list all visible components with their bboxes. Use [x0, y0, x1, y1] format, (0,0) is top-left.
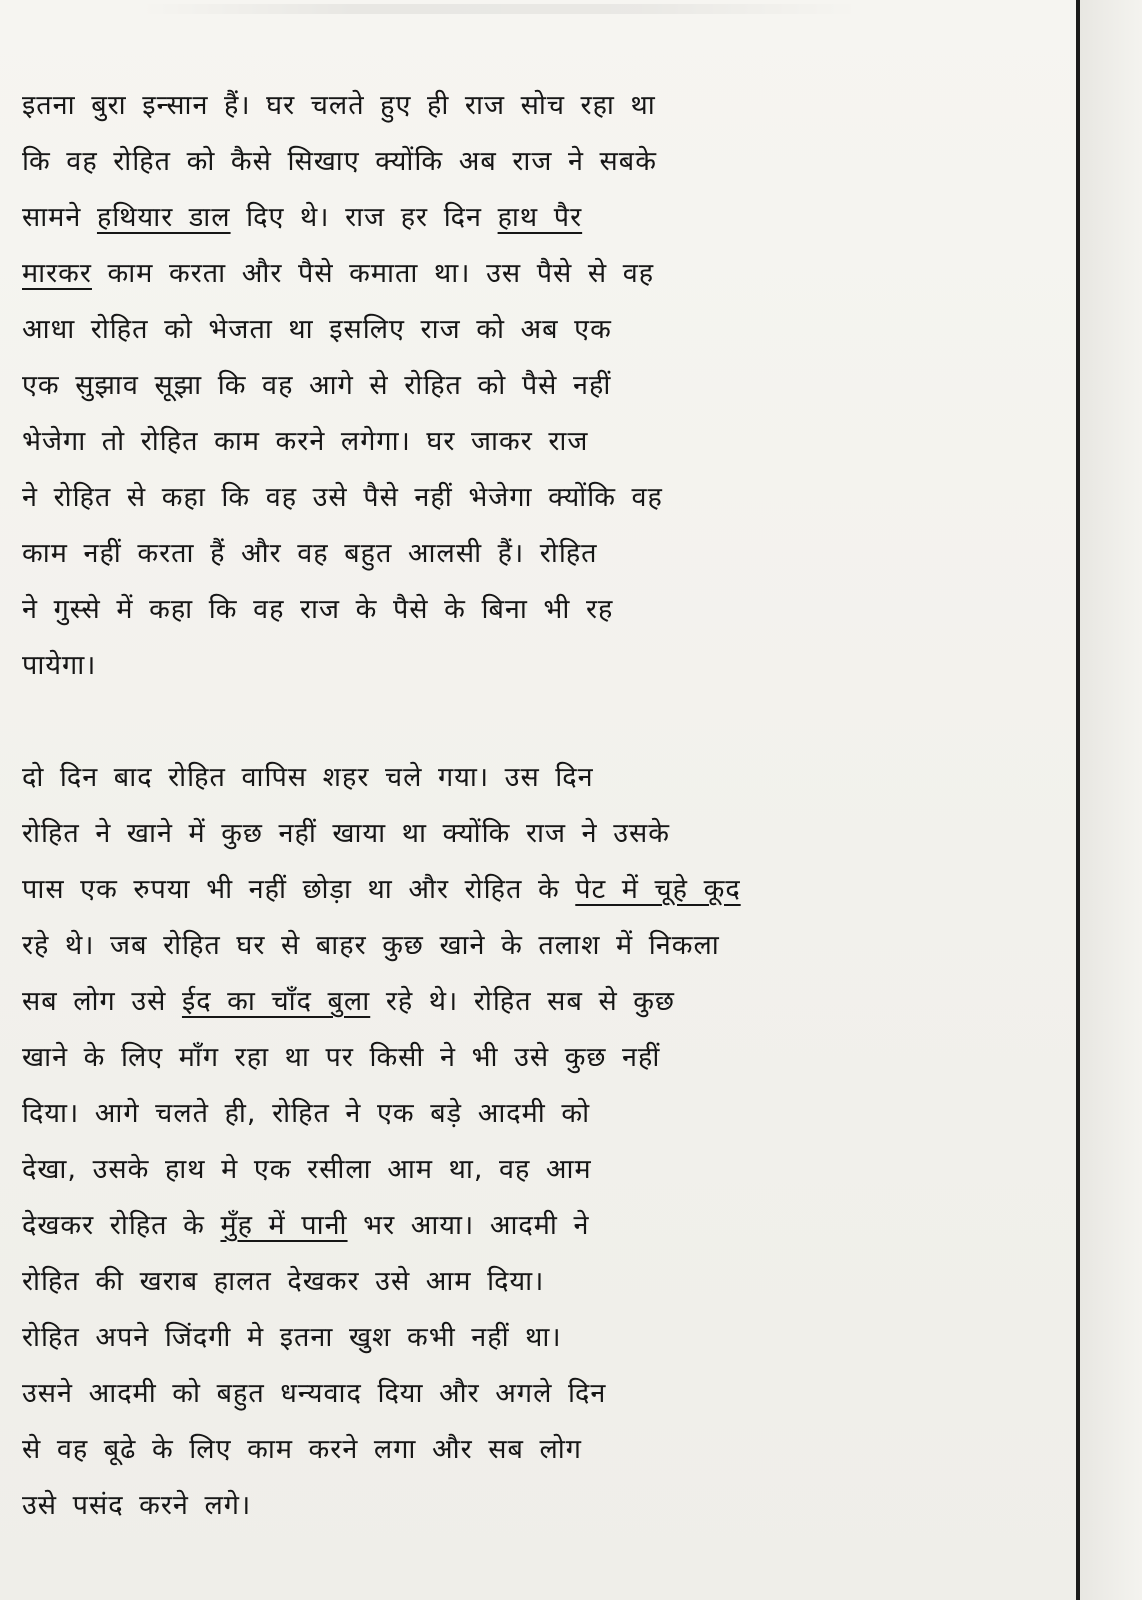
- text-segment: उसने आदमी को बहुत धन्यवाद दिया और अगले दिन: [22, 1378, 607, 1409]
- text-segment: खाने के लिए माँग रहा था पर किसी ने भी उसे कुछ नहीं: [22, 1042, 661, 1073]
- text-line: [22, 414, 1072, 470]
- text-segment: उसे पसंद करने लगे।: [22, 1490, 252, 1521]
- text-line: [22, 582, 1072, 638]
- text-line: [22, 134, 1072, 190]
- page-edge: [1080, 0, 1142, 1600]
- text-line: [22, 302, 1072, 358]
- text-line: [22, 78, 1072, 134]
- text-segment: देखकर रोहित के: [22, 1210, 221, 1241]
- underlined-phrase: पेट में चूहे कूद: [575, 874, 741, 905]
- underlined-phrase: मुँह में पानी: [220, 1210, 348, 1241]
- text-segment: सामने: [22, 202, 97, 233]
- paragraph-gap: [22, 694, 1072, 750]
- text-segment: इतना बुरा इन्सान हैं। घर चलते हुए ही राज सोच रहा था: [22, 90, 656, 121]
- text-line: [22, 190, 1072, 246]
- text-segment: काम करता और पैसे कमाता था। उस पैसे से वह: [91, 258, 655, 289]
- text-line: [22, 806, 1072, 862]
- text-segment: भेजेगा तो रोहित काम करने लगेगा। घर जाकर राज: [22, 426, 589, 457]
- underlined-phrase: मारकर: [22, 258, 92, 289]
- text-segment: कि वह रोहित को कैसे सिखाए क्योंकि अब राज ने सबके: [22, 146, 657, 177]
- handwritten-text: [22, 78, 1072, 1534]
- text-line: [22, 918, 1072, 974]
- underlined-phrase: हाथ पैर: [497, 202, 583, 233]
- text-segment: ने गुस्से में कहा कि वह राज के पैसे के बिना भी रह: [22, 594, 614, 625]
- text-segment: रहे थे। जब रोहित घर से बाहर कुछ खाने के तलाश में निकला: [22, 930, 720, 961]
- text-line: [22, 1366, 1072, 1422]
- text-line: [22, 1254, 1072, 1310]
- text-line: [22, 862, 1072, 918]
- text-segment: देखा, उसके हाथ मे एक रसीला आम था, वह आम: [22, 1154, 592, 1185]
- text-line: [22, 1142, 1072, 1198]
- paragraph-1: [22, 78, 1072, 694]
- underlined-phrase: हथियार डाल: [96, 202, 231, 233]
- text-segment: एक सुझाव सूझा कि वह आगे से रोहित को पैसे नहीं: [22, 370, 612, 401]
- text-line: [22, 1198, 1072, 1254]
- text-segment: रोहित ने खाने में कुछ नहीं खाया था क्योंकि राज ने उसके: [22, 818, 670, 849]
- text-line: [22, 1310, 1072, 1366]
- text-segment: आधा रोहित को भेजता था इसलिए राज को अब एक: [22, 314, 612, 345]
- show-through-text: [140, 4, 860, 14]
- underlined-phrase: ईद का चाँद बुला: [181, 986, 371, 1017]
- paragraph-2: [22, 750, 1072, 1534]
- text-line: [22, 1478, 1072, 1534]
- text-line: [22, 470, 1072, 526]
- text-segment: ने रोहित से कहा कि वह उसे पैसे नहीं भेजेगा क्योंकि वह: [22, 482, 663, 513]
- text-line: [22, 526, 1072, 582]
- text-segment: रोहित की खराब हालत देखकर उसे आम दिया।: [22, 1266, 545, 1297]
- margin-line: [1076, 0, 1080, 1600]
- text-segment: दिया। आगे चलते ही, रोहित ने एक बड़े आदमी को: [22, 1098, 591, 1129]
- text-segment: सब लोग उसे: [22, 986, 182, 1017]
- text-line: [22, 1422, 1072, 1478]
- text-segment: रहे थे। रोहित सब से कुछ: [370, 986, 675, 1017]
- text-segment: रोहित अपने जिंदगी मे इतना खुश कभी नहीं था।: [22, 1322, 562, 1353]
- text-segment: पास एक रुपया भी नहीं छोड़ा था और रोहित के: [22, 874, 576, 905]
- text-line: [22, 1086, 1072, 1142]
- text-line: [22, 246, 1072, 302]
- text-line: [22, 974, 1072, 1030]
- text-segment: से वह बूढे के लिए काम करने लगा और सब लोग: [22, 1434, 582, 1465]
- text-segment: दो दिन बाद रोहित वापिस शहर चले गया। उस दिन: [22, 762, 594, 793]
- text-line: [22, 1030, 1072, 1086]
- text-segment: पायेगा।: [22, 650, 97, 681]
- text-segment: काम नहीं करता हैं और वह बहुत आलसी हैं। रोहित: [22, 538, 598, 569]
- text-line: [22, 638, 1072, 694]
- text-line: [22, 750, 1072, 806]
- text-segment: भर आया। आदमी ने: [347, 1210, 590, 1241]
- text-line: [22, 358, 1072, 414]
- text-segment: दिए थे। राज हर दिन: [230, 202, 498, 233]
